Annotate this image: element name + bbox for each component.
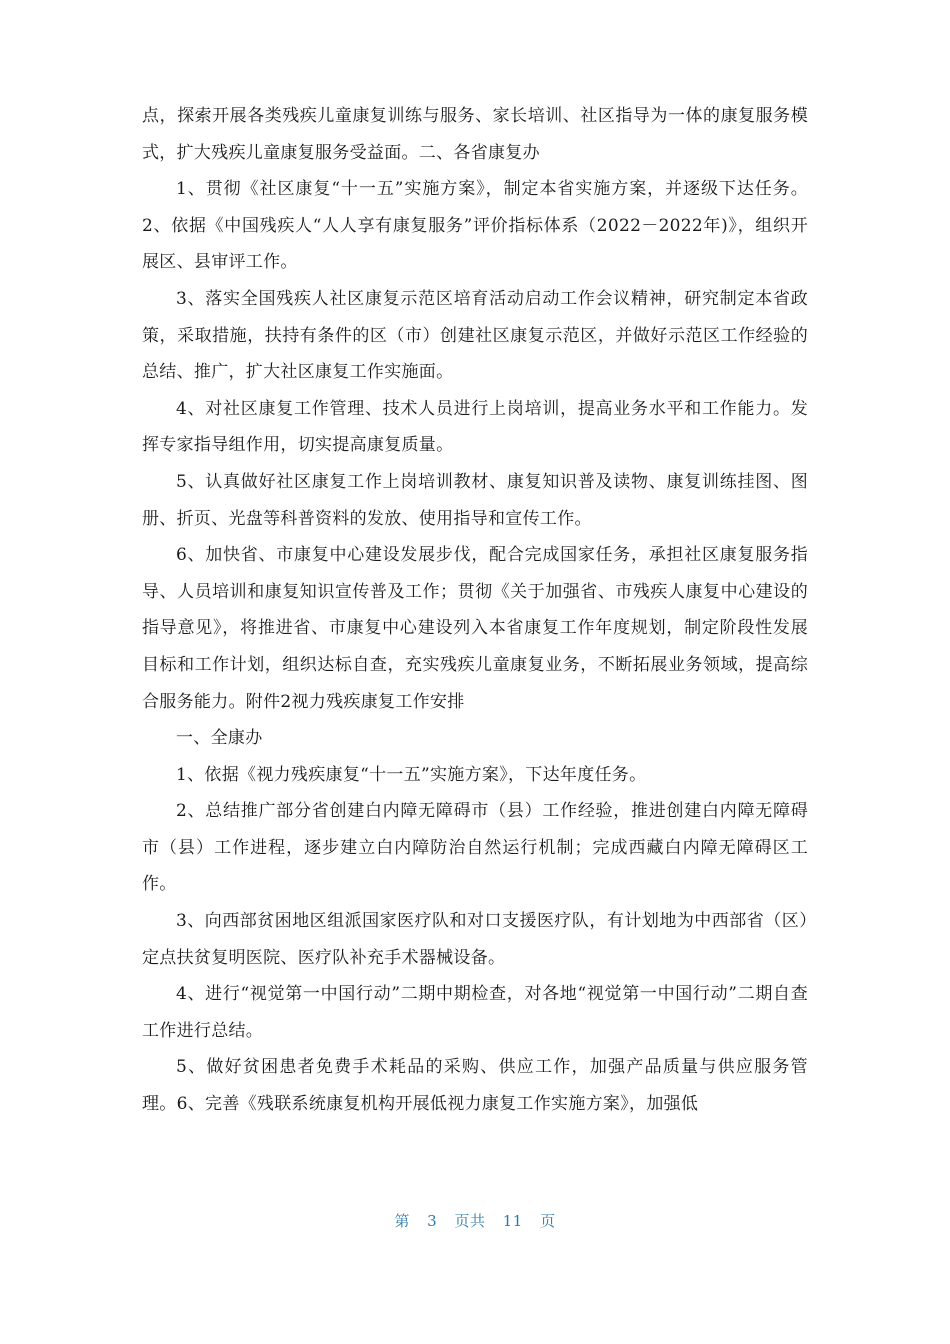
paragraph-8: 1、依据《视力残疾康复“十一五”实施方案》，下达年度任务。 — [176, 764, 647, 785]
paragraph-5: 5、认真做好社区康复工作上岗培训教材、康复知识普及读物、康复训练挂图、图册、折页、光盘等科普资料的发放、使用指导和宣传工作。 — [142, 471, 808, 529]
footer-total-pages: 11 — [502, 1212, 523, 1230]
paragraph-6: 6、加快省、市康复中心建设发展步伐，配合完成国家任务，承担社区康复服务指导、人员培训和康复知识宣传普及工作；贯彻《关于加强省、市残疾人康复中心建设的指导意见》，将推进省、市康复中心建设列入本省康复工作年度规划，制定阶段性发展目标和工作计划，组织达标自查，充实残疾儿童康复业务，不断拓展业务领域，提高综合服务能力。附件2视力残疾康复工作安排 — [142, 545, 808, 712]
footer-suffix: 页 — [540, 1212, 556, 1230]
page-footer — [0, 1210, 950, 1231]
paragraph-3: 3、落实全国残疾人社区康复示范区培育活动启动工作会议精神，研究制定本省政策，采取措施，扶持有条件的区（市）创建社区康复示范区，并做好示范区工作经验的总结、推广，扩大社区康复工作实施面。 — [142, 288, 808, 383]
footer-prefix: 第 — [394, 1212, 410, 1230]
paragraph-9: 2、总结推广部分省创建白内障无障碍市（县）工作经验，推进创建白内障无障碍市（县）工作进程，逐步建立白内障防治自然运行机制；完成西藏白内障无障碍区工作。 — [142, 801, 808, 895]
section-heading: 一、全康办 — [176, 728, 263, 749]
paragraph-4: 4、对社区康复工作管理、技术人员进行上岗培训，提高业务水平和工作能力。发挥专家指导组作用，切实提高康复质量。 — [142, 398, 808, 456]
footer-middle: 页共 — [454, 1212, 486, 1230]
paragraph-10: 3、向西部贫困地区组派国家医疗队和对口支援医疗队，有计划地为中西部省（区）定点扶贫复明医院、医疗队补充手术器械设备。 — [142, 911, 808, 968]
footer-current-page: 3 — [427, 1212, 438, 1230]
document-body — [142, 98, 808, 1123]
paragraph-12: 5、做好贫困患者免费手术耗品的采购、供应工作，加强产品质量与供应服务管理。6、完善《残联系统康复机构开展低视力康复工作实施方案》，加强低 — [142, 1057, 808, 1115]
paragraph-2: 1、贯彻《社区康复“十一五”实施方案》，制定本省实施方案，并逐级下达任务。2、依据《中国残疾人“人人享有康复服务”评价指标体系（2022－2022年)》，组织开展区、县审评工作。 — [142, 179, 808, 273]
paragraph-1: 点，探索开展各类残疾儿童康复训练与服务、家长培训、社区指导为一体的康复服务模式，扩大残疾儿童康复服务受益面。二、各省康复办 — [142, 106, 808, 163]
paragraph-11: 4、进行“视觉第一中国行动”二期中期检查，对各地“视觉第一中国行动”二期自查工作进行总结。 — [142, 984, 808, 1041]
